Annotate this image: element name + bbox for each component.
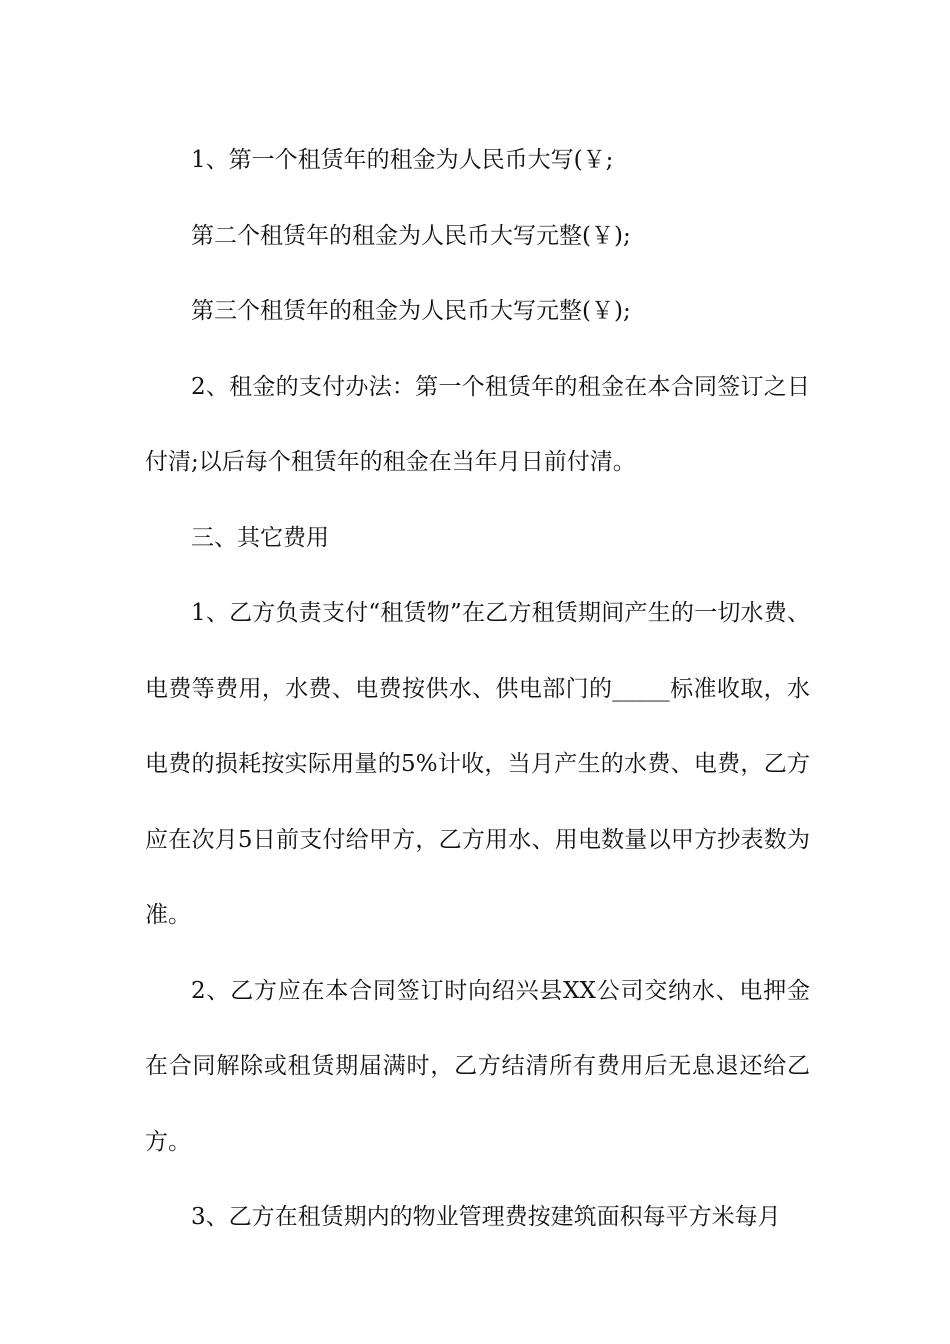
document-body (145, 123, 810, 1256)
paragraph-rent-year-2: 第二个租赁年的租金为人民币大写元整(￥); (191, 222, 631, 249)
section-heading-other-fees: 三、其它费用 (191, 524, 329, 551)
paragraph-property-fee: 3、乙方在租赁期内的物业管理费按建筑面积每平方米每月 (191, 1204, 781, 1230)
paragraph-rent-year-1: 1、第一个租赁年的租金为人民币大写(￥; (191, 147, 614, 173)
paragraph-rent-year-3: 第三个租赁年的租金为人民币大写元整(￥); (191, 298, 631, 324)
paragraph-deposit: 2、乙方应在本合同签订时向绍兴县XX公司交纳水、电押金在合同解除或租赁期届满时，乙方结清所有费用后无息退还给乙方。 (145, 977, 810, 1155)
paragraph-utility-fees: 1、乙方负责支付“租赁物”在乙方租赁期间产生的一切水费、电费等费用，水费、电费按供水、供电部门的_____标准收取，水电费的损耗按实际用量的5%计收，当月产生的水费、电费，乙方应在次月5日前支付给甲方，乙方用水、用电数量以甲方抄表数为准。 (145, 600, 810, 928)
paragraph-payment-method: 2、租金的支付办法：第一个租赁年的租金在本合同签订之日付清;以后每个租赁年的租金在当年月日前付清。 (145, 373, 810, 475)
